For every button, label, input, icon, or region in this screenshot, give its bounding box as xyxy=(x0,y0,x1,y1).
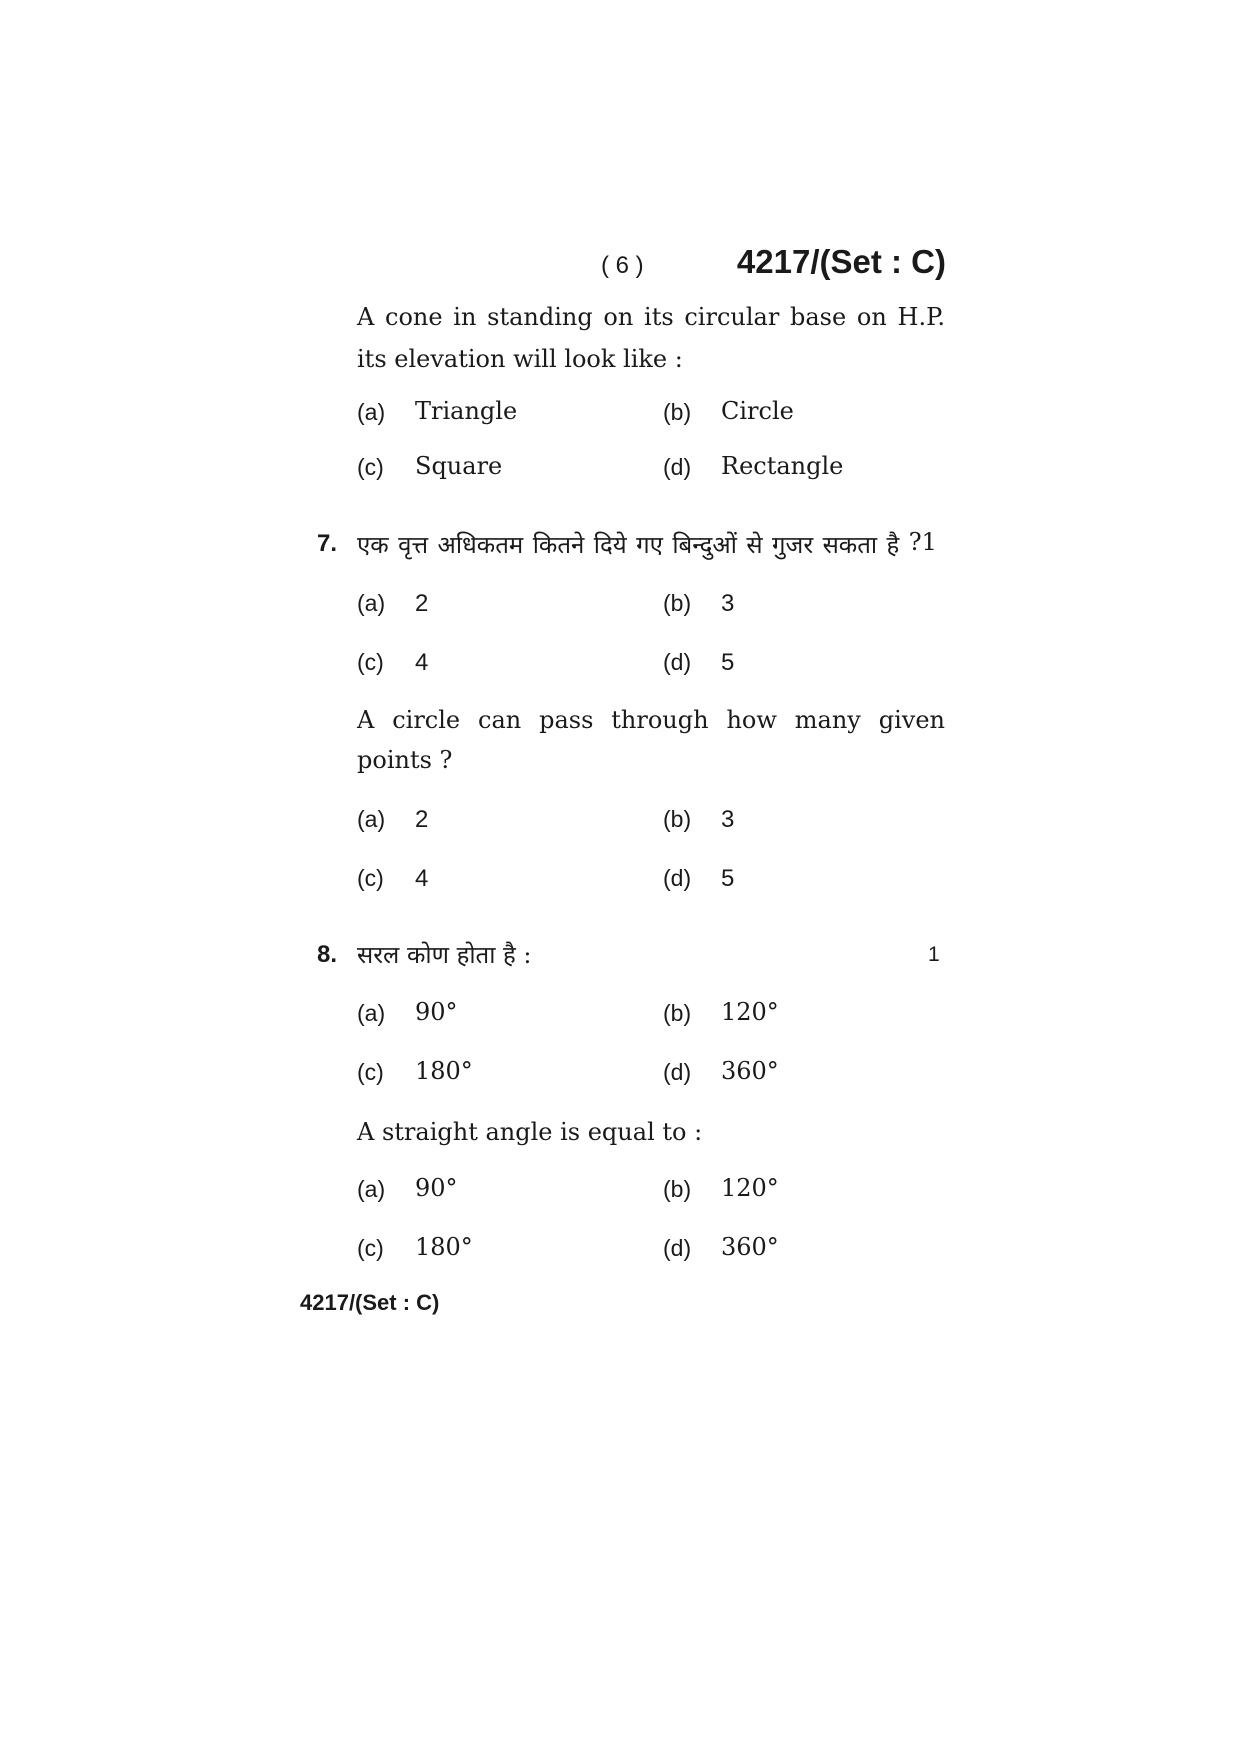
set-code-header: 4217/(Set : C) xyxy=(736,243,946,280)
q8-english-question: A straight angle is equal to : xyxy=(357,1118,703,1146)
q7-english-line1: A circle can pass through how many given xyxy=(357,706,945,734)
q7-hindi-word: सकता xyxy=(822,531,878,559)
q8-en-option-c-letter: (c) xyxy=(357,1235,384,1261)
q8-en-option-d-letter: (d) xyxy=(663,1235,692,1261)
q8-hi-option-c-text: 180° xyxy=(415,1057,473,1085)
q7-en-option-a-text: 2 xyxy=(415,806,429,833)
q7-hi-option-a-letter: (a) xyxy=(357,590,386,616)
q7-number: 7. xyxy=(317,530,338,557)
q8-en-option-b-text: 120° xyxy=(721,1174,779,1202)
q7-hi-option-b-letter: (b) xyxy=(663,590,692,616)
q8-en-option-c-text: 180° xyxy=(415,1233,473,1261)
q8-en-option-a-letter: (a) xyxy=(357,1176,386,1202)
q8-hi-option-d-text: 360° xyxy=(721,1057,779,1085)
q7-hindi-word: से xyxy=(746,531,763,559)
q8-hi-option-a-text: 90° xyxy=(415,998,458,1026)
q6-option-c-letter: (c) xyxy=(357,454,384,480)
q7-en-option-a-letter: (a) xyxy=(357,806,386,832)
q6-option-b-letter: (b) xyxy=(663,399,692,425)
q7-hi-option-b-text: 3 xyxy=(721,590,735,617)
q7-hi-option-c-text: 4 xyxy=(415,649,429,676)
q7-hi-option-d-text: 5 xyxy=(721,649,735,676)
q7-en-option-c-letter: (c) xyxy=(357,865,384,891)
q7-hi-option-d-letter: (d) xyxy=(663,649,692,675)
q8-en-option-d-text: 360° xyxy=(721,1233,779,1261)
q6-english-line2: its elevation will look like : xyxy=(357,345,683,373)
q6-option-b-text: Circle xyxy=(721,397,794,425)
q8-hindi-question: सरल कोण होता है : xyxy=(357,941,532,969)
q7-hindi-word: कितने xyxy=(532,531,585,559)
set-code-footer: 4217/(Set : C) xyxy=(300,1290,440,1315)
q6-option-a-letter: (a) xyxy=(357,399,386,425)
q7-english-line2: points ? xyxy=(357,746,453,774)
q8-hi-option-d-letter: (d) xyxy=(663,1059,692,1085)
q6-option-c-text: Square xyxy=(415,452,503,480)
q7-hindi-question xyxy=(357,528,937,561)
q8-number: 8. xyxy=(317,941,338,968)
q8-en-option-a-text: 90° xyxy=(415,1174,458,1202)
q6-option-d-text: Rectangle xyxy=(721,452,844,480)
q6-option-d-letter: (d) xyxy=(663,454,692,480)
q8-hi-option-b-letter: (b) xyxy=(663,1000,692,1026)
q7-hindi-word: एक xyxy=(357,531,389,559)
q7-en-option-d-letter: (d) xyxy=(663,865,692,891)
q7-en-option-d-text: 5 xyxy=(721,865,735,892)
q7-hindi-word: अधिकतम xyxy=(437,531,524,559)
q7-hi-option-c-letter: (c) xyxy=(357,649,384,675)
q7-hi-option-a-text: 2 xyxy=(415,590,429,617)
q8-hi-option-a-letter: (a) xyxy=(357,1000,386,1026)
q7-hindi-word: बिन्दुओं xyxy=(672,531,737,559)
q7-hindi-word: ?1 xyxy=(908,528,937,556)
q6-english-line1: A cone in standing on its circular base on H.P. xyxy=(357,303,945,331)
q8-hi-option-b-text: 120° xyxy=(721,998,779,1026)
q8-marks: 1 xyxy=(928,943,940,966)
q7-en-option-b-letter: (b) xyxy=(663,806,692,832)
q7-en-option-b-text: 3 xyxy=(721,806,735,833)
q7-hindi-word: दिये xyxy=(593,531,627,559)
q7-hindi-word: है xyxy=(886,531,900,559)
q7-en-option-c-text: 4 xyxy=(415,865,429,892)
q7-hindi-word: गुजर xyxy=(772,531,814,559)
q7-hindi-word: वृत्त xyxy=(398,531,429,559)
page-number: ( 6 ) xyxy=(601,252,644,279)
q6-option-a-text: Triangle xyxy=(415,397,518,425)
q8-en-option-b-letter: (b) xyxy=(663,1176,692,1202)
q8-hi-option-c-letter: (c) xyxy=(357,1059,384,1085)
q7-hindi-word: गए xyxy=(636,531,663,559)
